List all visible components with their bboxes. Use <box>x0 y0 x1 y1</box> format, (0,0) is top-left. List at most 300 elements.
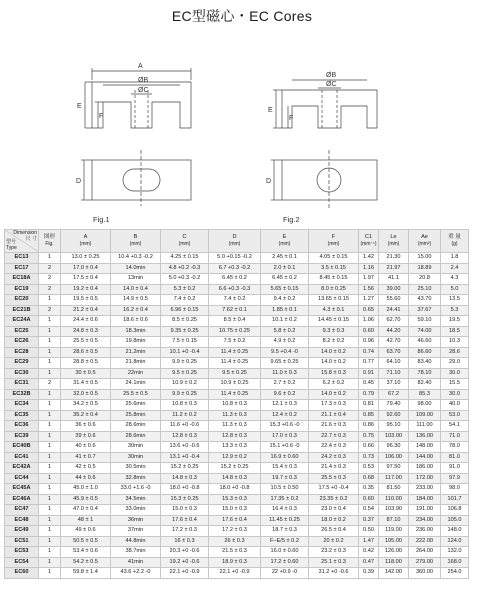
fig1-dim-e: E <box>77 103 82 110</box>
table-cell: 9.6 ± 0.2 <box>261 389 309 400</box>
table-cell: 12.8 ± 0.3 <box>161 431 209 442</box>
table-cell: 25.6min <box>111 400 161 411</box>
table-cell: 1.97 <box>359 274 379 285</box>
table-cell: 30.0 <box>441 368 469 379</box>
table-cell: 17.5 ± 0.4 <box>61 274 111 285</box>
table-cell: 2.0 ± 0.1 <box>261 263 309 274</box>
table-cell: 15.2 ± 0.25 <box>209 463 261 474</box>
table-row <box>5 316 469 327</box>
table-cell: 13.3 ± 0.3 <box>209 442 261 453</box>
column-header-unit: (mm) <box>327 241 340 247</box>
table-cell: 38.7min <box>111 547 161 558</box>
table-cell: 11.3 ± 0.3 <box>209 410 261 421</box>
table-cell: 2.7 ± 0.2 <box>261 379 309 390</box>
table-cell: 360.00 <box>409 568 441 579</box>
table-cell: 39 ± 0.6 <box>61 431 111 442</box>
technical-drawing <box>0 28 484 228</box>
table-cell: 17.6 ± 0.4 <box>209 515 261 526</box>
table-cell: 14.0 ± 0.4 <box>111 284 161 295</box>
table-cell: 87.10 <box>379 515 409 526</box>
table-cell: 103.90 <box>379 505 409 516</box>
table-cell: 12.8 ± 0.3 <box>209 431 261 442</box>
table-cell: 10.1 +0 -0.4 <box>161 347 209 358</box>
table-cell: 13.0 ± 0.25 <box>61 253 111 264</box>
table-cell: 20 ± 0.2 <box>309 536 359 547</box>
table-cell: 25.5 ± 0.3 <box>309 473 359 484</box>
table-cell: 15.00 <box>409 253 441 264</box>
table-cell: 1 <box>39 515 61 526</box>
table-cell: 49 ± 0.6 <box>61 526 111 537</box>
fig1-dim-a: A <box>138 63 143 70</box>
table-cell: 1 <box>39 326 61 337</box>
table-cell: 17.35 ± 0.2 <box>261 494 309 505</box>
table-cell: 6.6 +0.3 -0.3 <box>209 284 261 295</box>
table-cell: 17.0 ± 0.4 <box>61 263 111 274</box>
table-cell: 17.5 +0 -0.4 <box>309 484 359 495</box>
table-cell: 42.70 <box>379 337 409 348</box>
table-cell: 16.0 ± 0.60 <box>261 547 309 558</box>
table-cell: 23.0 ± 0.4 <box>309 505 359 516</box>
table-cell: 15.0 ± 0.3 <box>209 505 261 516</box>
table-cell: 168.0 <box>441 557 469 568</box>
column-header <box>111 230 161 253</box>
fig2-bottom-view <box>271 150 377 208</box>
table-cell: 31.2 +0 -0.6 <box>309 568 359 579</box>
table-cell: 1 <box>39 568 61 579</box>
table-cell: 9.3 ± 0.3 <box>309 326 359 337</box>
table-cell: 33.0 +1.6 -0 <box>111 484 161 495</box>
table-cell: 4.8 +0.2 -0.3 <box>161 263 209 274</box>
table-cell: 1.06 <box>359 316 379 327</box>
table-cell: 186.00 <box>409 463 441 474</box>
table-cell: 17.2 ± 0.3 <box>161 526 209 537</box>
table-cell: 6.96 ± 0.15 <box>161 305 209 316</box>
table-cell: 13.6 +0 -0.6 <box>161 442 209 453</box>
table-cell: 95.10 <box>379 421 409 432</box>
core-type-cell: EC32B <box>5 389 39 400</box>
table-cell: 14.0 ± 0.2 <box>309 358 359 369</box>
fig1-dim-f: F <box>99 113 104 120</box>
table-cell: 0.60 <box>359 494 379 505</box>
table-cell: 53.0 <box>441 410 469 421</box>
column-header-unit: (mm) <box>387 241 400 247</box>
column-header <box>39 230 61 253</box>
table-cell: 83.40 <box>409 358 441 369</box>
table-cell: 0.77 <box>359 358 379 369</box>
table-cell: 37.67 <box>409 305 441 316</box>
table-cell: 19.2 +0 -0.6 <box>161 557 209 568</box>
table-cell: 46.60 <box>409 337 441 348</box>
table-cell: 5.0 +0.3 -0.2 <box>161 274 209 285</box>
corner-type-en: Type <box>6 244 17 251</box>
table-cell: 11.3 ± 0.3 <box>209 421 261 432</box>
table-cell: 132.0 <box>441 547 469 558</box>
table-cell: 17.0 ± 0.3 <box>261 431 309 442</box>
table-cell: 2 <box>39 379 61 390</box>
table-row <box>5 421 469 432</box>
table-cell: 264.00 <box>409 547 441 558</box>
table-cell: 28.6min <box>111 421 161 432</box>
table-cell: 17.3 ± 0.3 <box>309 400 359 411</box>
fig2-dim-b: ØB <box>326 72 337 79</box>
column-header <box>261 230 309 253</box>
table-cell: 12.4 ± 0.2 <box>261 410 309 421</box>
core-type-cell: EC18A <box>5 274 39 285</box>
table-cell: 21.97 <box>379 263 409 274</box>
table-cell: 0.85 <box>359 410 379 421</box>
core-type-cell: EC48 <box>5 515 39 526</box>
table-cell: 7.62 ± 0.1 <box>209 305 261 316</box>
table-cell: 234.00 <box>409 515 441 526</box>
table-row <box>5 379 469 390</box>
core-type-cell: EC41 <box>5 452 39 463</box>
column-header <box>61 230 111 253</box>
table-row <box>5 473 469 484</box>
table-cell: 1 <box>39 431 61 442</box>
table-cell: 1 <box>39 463 61 474</box>
table-cell: 45.9 ± 0.5 <box>61 494 111 505</box>
core-type-cell: EC28 <box>5 347 39 358</box>
table-cell: 1 <box>39 452 61 463</box>
table-cell: 98.0 <box>441 484 469 495</box>
table-cell: 2 <box>39 284 61 295</box>
table-cell: 109.00 <box>409 410 441 421</box>
table-row <box>5 410 469 421</box>
column-header-unit: (mm) <box>79 241 92 247</box>
fig2-caption: Fig.2 <box>283 215 300 224</box>
table-cell: F–E/5 ± 0.2 <box>261 536 309 547</box>
table-cell: 16.2 ± 0.4 <box>111 305 161 316</box>
table-cell: 0.35 <box>359 484 379 495</box>
table-cell: 0.66 <box>359 442 379 453</box>
table-cell: 9.5 ± 0.25 <box>209 368 261 379</box>
core-type-cell: EC19 <box>5 284 39 295</box>
table-cell: 91.0 <box>441 463 469 474</box>
core-type-cell: EC54 <box>5 557 39 568</box>
table-cell: 37min <box>111 526 161 537</box>
table-row <box>5 557 469 568</box>
table-cell: 11.4 ± 0.25 <box>209 347 261 358</box>
table-cell: 14.0min <box>111 263 161 274</box>
table-cell: 5.3 <box>441 305 469 316</box>
table-cell: 22.1 +0 -0.9 <box>209 568 261 579</box>
table-cell: 101.7 <box>441 494 469 505</box>
core-type-cell: EC31 <box>5 379 39 390</box>
table-cell: 25.5 ± 0.5 <box>61 337 111 348</box>
column-header-label: A <box>83 234 88 240</box>
table-cell: 20.8 <box>409 274 441 285</box>
table-cell: 1 <box>39 337 61 348</box>
table-cell: 148.0 <box>441 526 469 537</box>
table-cell: 10.8 ± 0.3 <box>161 400 209 411</box>
table-cell: 0.79 <box>359 389 379 400</box>
column-header-unit: (mm) <box>129 241 142 247</box>
core-type-cell: EC36 <box>5 421 39 432</box>
table-cell: 19.7 ± 0.3 <box>261 473 309 484</box>
table-cell: 1 <box>39 421 61 432</box>
fig2-dim-f: F <box>289 115 294 122</box>
table-cell: 0.74 <box>359 347 379 358</box>
table-cell: 12.9 ± 0.2 <box>209 452 261 463</box>
table-cell: 233.00 <box>409 484 441 495</box>
table-cell: 1.85 ± 0.1 <box>261 305 309 316</box>
table-cell: 13.65 ± 0.15 <box>309 295 359 306</box>
fig2-dim-d: D <box>266 178 272 185</box>
corner-type-cn: 型号 <box>6 239 17 245</box>
table-cell: 1 <box>39 547 61 558</box>
core-type-cell: EC35 <box>5 410 39 421</box>
table-cell: 11.6 +0 -0.6 <box>161 421 209 432</box>
column-header-label: B <box>133 234 138 240</box>
column-header-unit: (mm) <box>278 241 291 247</box>
table-cell: 30min <box>111 442 161 453</box>
table-cell: 1 <box>39 494 61 505</box>
table-cell: 15.4 ± 0.3 <box>261 463 309 474</box>
table-cell: 136.00 <box>409 431 441 442</box>
table-cell: 64.10 <box>379 358 409 369</box>
table-cell: 279.00 <box>409 557 441 568</box>
table-cell: 44 ± 0.6 <box>61 473 111 484</box>
table-cell: 18.89 <box>409 263 441 274</box>
table-row <box>5 494 469 505</box>
table-cell: 71.10 <box>379 368 409 379</box>
table-cell: 53.4 ± 0.6 <box>61 547 111 558</box>
table-cell: 7.5 ± 0.2 <box>209 337 261 348</box>
table-cell: 40.0 <box>441 400 469 411</box>
table-cell: 3.5 ± 0.15 <box>309 263 359 274</box>
table-cell: 30 ± 0.5 <box>61 368 111 379</box>
core-type-cell: EC29 <box>5 358 39 369</box>
table-cell: 103.00 <box>379 431 409 442</box>
table-cell: 19.5 ± 0.5 <box>61 295 111 306</box>
core-type-cell: EC13 <box>5 253 39 264</box>
table-row <box>5 526 469 537</box>
core-type-cell: EC25 <box>5 326 39 337</box>
column-header-unit: (mm⁻¹) <box>360 241 377 247</box>
table-cell: 1.27 <box>359 295 379 306</box>
table-cell: 1 <box>39 358 61 369</box>
table-cell: 32.8min <box>111 473 161 484</box>
table-cell: 30.5min <box>111 463 161 474</box>
table-cell: 19.8min <box>111 337 161 348</box>
table-row <box>5 358 469 369</box>
table-cell: 184.00 <box>409 494 441 505</box>
table-cell: 24.2 ± 0.3 <box>309 452 359 463</box>
table-cell: 10.9 ± 0.2 <box>161 379 209 390</box>
column-header-label: C <box>182 234 187 240</box>
table-cell: 1 <box>39 526 61 537</box>
table-cell: 1 <box>39 316 61 327</box>
table-cell: 0.96 <box>359 337 379 348</box>
table-cell: 0.81 <box>359 400 379 411</box>
table-cell: 18.0 ± 0.2 <box>309 515 359 526</box>
table-row <box>5 368 469 379</box>
table-cell: 81.0 <box>441 452 469 463</box>
table-cell: 12.1 ± 0.3 <box>261 400 309 411</box>
table-row <box>5 484 469 495</box>
table-cell: 0.47 <box>359 557 379 568</box>
table-cell: 21.2 ± 0.4 <box>61 305 111 316</box>
table-cell: 9.9 ± 0.25 <box>161 389 209 400</box>
fig1-dim-c: ØC <box>138 87 149 94</box>
table-cell: 9.5 +0.4 -0 <box>261 347 309 358</box>
table-cell: 23.35 ± 0.2 <box>309 494 359 505</box>
table-cell: 14.0 ± 0.2 <box>309 347 359 358</box>
column-header-unit: (mm) <box>178 241 191 247</box>
table-cell: 11.4 ± 0.25 <box>209 389 261 400</box>
table-cell: 0.68 <box>359 473 379 484</box>
table-cell: 26 ± 0.3 <box>209 536 261 547</box>
table-cell: 0.42 <box>359 547 379 558</box>
table-cell: 97.50 <box>379 463 409 474</box>
page-title: EC型磁心・EC Cores <box>171 8 313 24</box>
table-row <box>5 536 469 547</box>
table-cell: 21.2min <box>111 347 161 358</box>
column-header-unit: (g) <box>451 241 458 247</box>
table-cell: 18.0 +0 -0.8 <box>209 484 261 495</box>
table-cell: 22min <box>111 368 161 379</box>
table-cell: 55.60 <box>379 295 409 306</box>
table-cell: 33.0min <box>111 505 161 516</box>
table-cell: 10.75 ± 0.25 <box>209 326 261 337</box>
table-cell: 45.0 ± 1.0 <box>61 484 111 495</box>
table-cell: 11.2 ± 0.2 <box>161 410 209 421</box>
fig1-dim-d: D <box>76 178 82 185</box>
table-cell: 54.1 <box>441 421 469 432</box>
table-cell: 13.5 <box>441 295 469 306</box>
table-cell: 119.00 <box>379 526 409 537</box>
table-cell: 15.2 ± 0.25 <box>161 463 209 474</box>
table-cell: 21.5 ± 0.3 <box>209 547 261 558</box>
table-cell: 19.5 <box>441 316 469 327</box>
table-cell: 13min <box>111 274 161 285</box>
column-header <box>161 230 209 253</box>
table-cell: 4.25 ± 0.15 <box>161 253 209 264</box>
table-cell: 40 ± 0.6 <box>61 442 111 453</box>
core-type-cell: EC46A <box>5 494 39 505</box>
table-cell: 44.8min <box>111 536 161 547</box>
table-cell: 25.5 ± 0.5 <box>111 389 161 400</box>
table-cell: 5.0 <box>441 284 469 295</box>
column-header-unit: Fig. <box>45 241 54 247</box>
fig1-caption: Fig.1 <box>93 215 110 224</box>
core-type-cell: EC17 <box>5 263 39 274</box>
table-cell: 105.00 <box>379 536 409 547</box>
table-row <box>5 442 469 453</box>
table-cell: 54.2 ± 0.5 <box>61 557 111 568</box>
table-cell: 124.0 <box>441 536 469 547</box>
table-cell: 1 <box>39 473 61 484</box>
table-cell: 25.8min <box>111 410 161 421</box>
table-cell: 21.8min <box>111 358 161 369</box>
table-cell: 18.5 <box>441 326 469 337</box>
table-cell: 5.3 ± 0.2 <box>161 284 209 295</box>
table-cell: 9.4 ± 0.2 <box>261 295 309 306</box>
table-cell: 1.42 <box>359 253 379 264</box>
table-cell: 1 <box>39 442 61 453</box>
table-cell: 0.75 <box>359 431 379 442</box>
table-cell: 21.6 ± 0.3 <box>309 421 359 432</box>
table-cell: 191.00 <box>409 505 441 516</box>
table-row <box>5 505 469 516</box>
core-type-cell: EC47 <box>5 505 39 516</box>
table-cell: 22.4 ± 0.3 <box>309 442 359 453</box>
core-type-cell: EC51 <box>5 536 39 547</box>
table-cell: 236.00 <box>409 526 441 537</box>
table-cell: 1 <box>39 347 61 358</box>
table-cell: 0.37 <box>359 515 379 526</box>
table-row <box>5 389 469 400</box>
table-row <box>5 400 469 411</box>
core-type-cell: EC39 <box>5 431 39 442</box>
table-cell: 9.9 ± 0.25 <box>161 358 209 369</box>
column-header-unit: (mm) <box>228 241 241 247</box>
column-header-unit: (mm²) <box>417 241 432 247</box>
table-cell: 81.50 <box>379 484 409 495</box>
table-cell: 74.00 <box>409 326 441 337</box>
table-cell: 6.45 ± 0.2 <box>261 274 309 285</box>
table-cell: 10.9 ± 0.25 <box>209 379 261 390</box>
column-header <box>379 230 409 253</box>
table-cell: 23.2 ± 0.3 <box>309 547 359 558</box>
table-cell: 31.4 ± 0.5 <box>61 379 111 390</box>
table-row <box>5 326 469 337</box>
table-cell: 42 ± 0.5 <box>61 463 111 474</box>
table-cell: 10.8 ± 0.3 <box>209 400 261 411</box>
table-cell: 0.65 <box>359 305 379 316</box>
table-cell: 15.3 +0.6 -0 <box>261 421 309 432</box>
table-cell: 24.8 ± 0.3 <box>61 326 111 337</box>
table-row <box>5 568 469 579</box>
table-cell: 47.0 ± 0.4 <box>61 505 111 516</box>
table-cell: 16.4 ± 0.3 <box>261 505 309 516</box>
table-cell: 1 <box>39 484 61 495</box>
table-cell: 86.60 <box>409 347 441 358</box>
core-type-cell: EC24A <box>5 316 39 327</box>
table-cell: 43.6 +2.2 -0 <box>111 568 161 579</box>
table-body <box>5 253 469 579</box>
column-header-label: C1 <box>364 234 373 240</box>
table-cell: 118.00 <box>379 557 409 568</box>
table-cell: 82.40 <box>409 379 441 390</box>
table-cell: 18.7 ± 0.3 <box>261 526 309 537</box>
table-cell: 78.10 <box>409 368 441 379</box>
table-cell: 98.00 <box>409 400 441 411</box>
table-cell: 0.73 <box>359 452 379 463</box>
table-cell: 8.45 ± 0.15 <box>309 274 359 285</box>
table-cell: 24.4 ± 0.6 <box>61 316 111 327</box>
core-type-cell: EC30 <box>5 368 39 379</box>
core-type-cell: EC49 <box>5 526 39 537</box>
table-cell: 96.30 <box>379 442 409 453</box>
table-cell: 18.6 ± 0.6 <box>111 316 161 327</box>
table-cell: 1 <box>39 505 61 516</box>
column-header-label: Le <box>390 234 397 240</box>
table-cell: 26.5 ± 0.4 <box>309 526 359 537</box>
table-cell: 21.1 ± 0.4 <box>309 410 359 421</box>
fig2-dim-e: E <box>268 107 273 114</box>
table-cell: 126.00 <box>379 547 409 558</box>
table-row <box>5 463 469 474</box>
table-cell: 14.9 ± 0.5 <box>111 295 161 306</box>
table-cell: 10.3 <box>441 337 469 348</box>
table-cell: 1.56 <box>359 284 379 295</box>
table-cell: 36min <box>111 515 161 526</box>
table-cell: 11.45 ± 0.25 <box>261 515 309 526</box>
table-cell: 9.5 ± 0.25 <box>161 368 209 379</box>
table-cell: 4.3 ± 0.1 <box>309 305 359 316</box>
table-cell: 144.00 <box>409 452 441 463</box>
